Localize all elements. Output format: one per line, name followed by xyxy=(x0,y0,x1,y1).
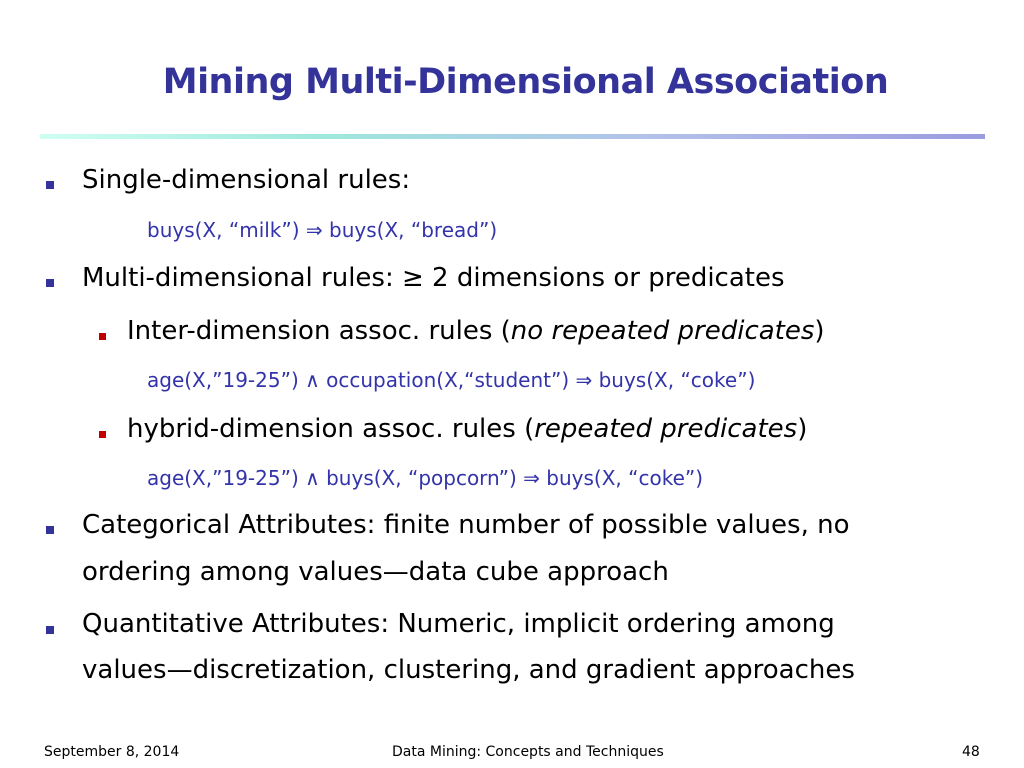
sub-bullet-hybrid-dimension-prefix: hybrid-dimension assoc. rules ( xyxy=(127,414,535,444)
bullet-marker xyxy=(46,181,54,189)
bullet-quantitative-line1: Quantitative Attributes: Numeric, implicit ordering among xyxy=(82,609,835,639)
footer-page-number: 48 xyxy=(962,744,980,760)
sub-bullet-marker xyxy=(99,333,106,340)
footer-title: Data Mining: Concepts and Techniques xyxy=(392,744,664,760)
bullet-categorical-line2: ordering among values—data cube approach xyxy=(82,557,669,587)
bullet-categorical-line1: Categorical Attributes: finite number of possible values, no xyxy=(82,510,850,540)
sub-bullet-inter-dimension xyxy=(127,316,825,346)
sub-bullet-hybrid-dimension-italic: repeated predicates xyxy=(534,414,798,444)
example-single-dimensional: buys(X, “milk”) ⇒ buys(X, “bread”) xyxy=(147,218,498,242)
footer-date: September 8, 2014 xyxy=(44,744,180,760)
sub-bullet-hybrid-dimension-suffix: ) xyxy=(797,414,808,444)
sub-bullet-inter-dimension-suffix: ) xyxy=(814,316,825,346)
bullet-single-dimensional: Single-dimensional rules: xyxy=(82,165,411,195)
sub-bullet-hybrid-dimension xyxy=(127,414,807,444)
example-inter-dimension: age(X,”19-25”) ∧ occupation(X,“student”) ⇒ buys(X, “coke”) xyxy=(147,368,756,392)
bullet-multi-dimensional: Multi-dimensional rules: ≥ 2 dimensions or predicates xyxy=(82,263,785,293)
slide-title: Mining Multi-Dimensional Association xyxy=(162,62,889,102)
sub-bullet-inter-dimension-prefix: Inter-dimension assoc. rules ( xyxy=(127,316,511,346)
sub-bullet-inter-dimension-italic: no repeated predicates xyxy=(510,316,815,346)
bullet-marker xyxy=(46,279,54,287)
bullet-marker xyxy=(46,626,54,634)
sub-bullet-marker xyxy=(99,431,106,438)
example-hybrid-dimension: age(X,”19-25”) ∧ buys(X, “popcorn”) ⇒ buys(X, “coke”) xyxy=(147,466,704,490)
bullet-marker xyxy=(46,526,54,534)
bullet-quantitative-line2: values—discretization, clustering, and gradient approaches xyxy=(82,655,855,685)
